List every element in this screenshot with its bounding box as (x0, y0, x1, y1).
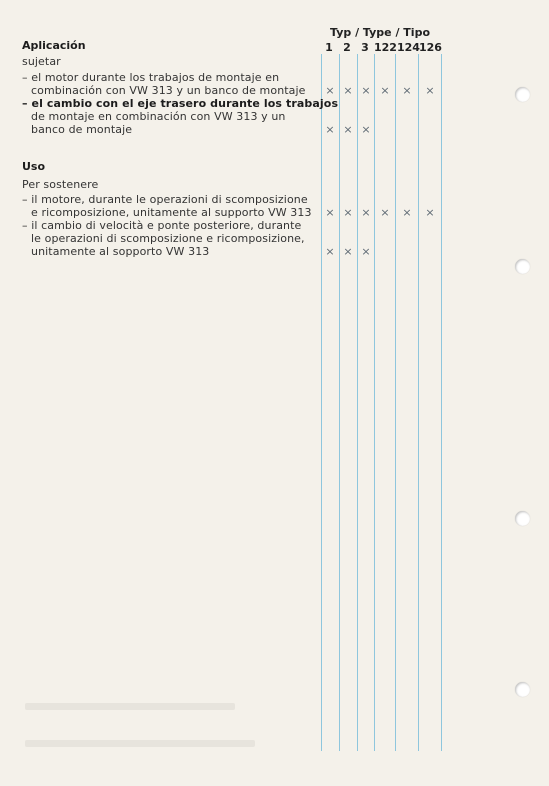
applicability-mark: × (380, 84, 390, 97)
column-rule (395, 54, 396, 751)
punch-hole (515, 682, 530, 697)
punch-hole (515, 259, 530, 274)
item-text-line: – il motore, durante le operazioni di scomposizione (22, 193, 308, 206)
applicability-mark: × (343, 84, 353, 97)
column-rule (418, 54, 419, 751)
column-rule (374, 54, 375, 751)
type-header-title: Typ / Type / Tipo (330, 26, 431, 39)
item-text-line: le operazioni di scomposizione e ricomposizione, (31, 232, 305, 245)
type-column-122: 122 (374, 41, 397, 54)
applicability-mark: × (325, 84, 335, 97)
type-column-124: 124 (397, 41, 420, 54)
section-heading-aplicacion: Aplicación (22, 39, 86, 52)
column-rule (339, 54, 340, 751)
item-text-line: e ricomposizione, unitamente al supporto VW 313 (31, 206, 312, 219)
applicability-mark: × (361, 245, 371, 258)
column-rule (321, 54, 322, 751)
section-heading-uso: Uso (22, 160, 46, 173)
item-text-line: – el cambio con el eje trasero durante los trabajos (22, 97, 339, 110)
applicability-mark: × (343, 123, 353, 136)
item-text-line: combinación con VW 313 y un banco de montaje (31, 84, 306, 97)
applicability-mark: × (425, 84, 435, 97)
section-intro: sujetar (22, 55, 61, 68)
item-text-line: banco de montaje (31, 123, 133, 136)
applicability-mark: × (361, 206, 371, 219)
applicability-mark: × (325, 206, 335, 219)
applicability-mark: × (343, 206, 353, 219)
type-column-1: 1 (325, 41, 333, 54)
bleed-through-mark (25, 703, 235, 710)
item-text-line: – il cambio di velocità e ponte posteriore, durante (22, 219, 302, 232)
applicability-mark: × (361, 123, 371, 136)
type-column-126: 126 (419, 41, 442, 54)
section-intro: Per sostenere (22, 178, 99, 191)
applicability-mark: × (361, 84, 371, 97)
applicability-mark: × (402, 206, 412, 219)
bleed-through-mark (25, 740, 255, 747)
applicability-mark: × (325, 245, 335, 258)
punch-hole (515, 511, 530, 526)
applicability-mark: × (343, 245, 353, 258)
type-column-3: 3 (361, 41, 369, 54)
applicability-mark: × (380, 206, 390, 219)
item-text-line: – el motor durante los trabajos de montaje en (22, 71, 280, 84)
type-column-2: 2 (343, 41, 351, 54)
applicability-mark: × (402, 84, 412, 97)
column-rule (357, 54, 358, 751)
applicability-mark: × (325, 123, 335, 136)
item-text-line: unitamente al sopporto VW 313 (31, 245, 210, 258)
column-rule (441, 54, 442, 751)
item-text-line: de montaje en combinación con VW 313 y un (31, 110, 286, 123)
applicability-mark: × (425, 206, 435, 219)
punch-hole (515, 87, 530, 102)
